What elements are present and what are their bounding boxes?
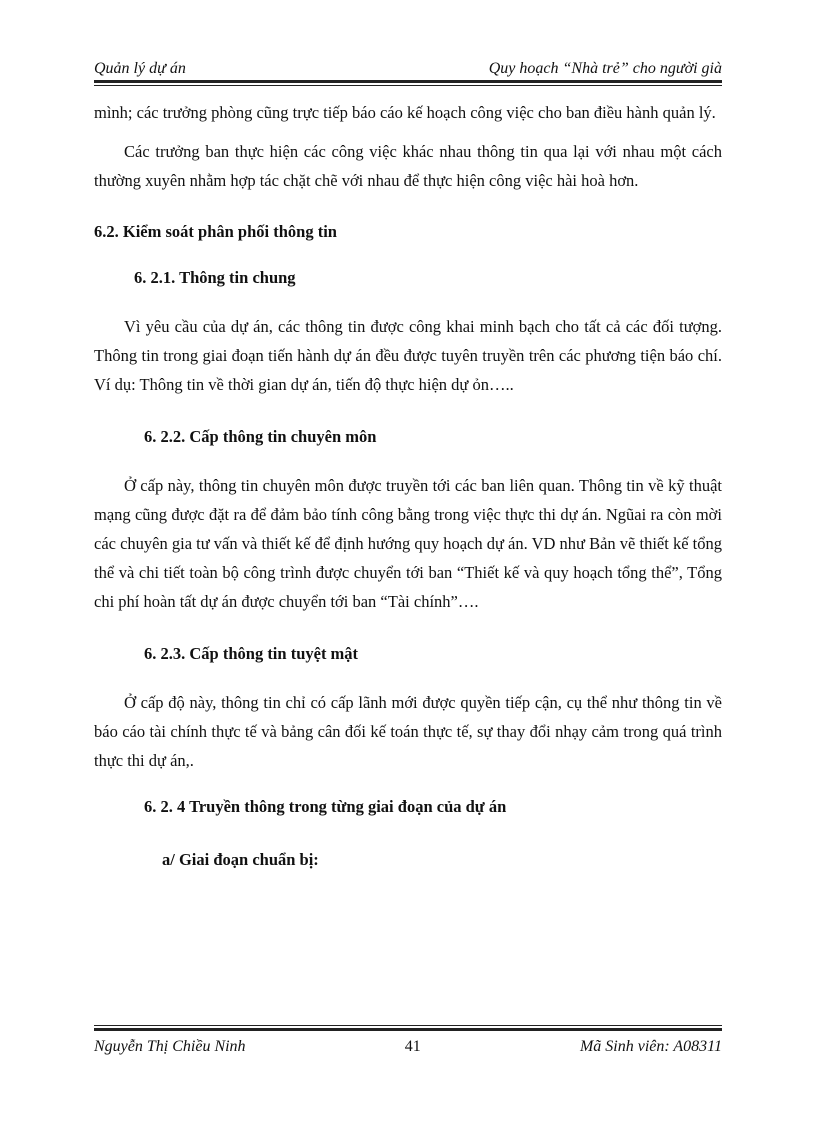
heading-6-2: 6.2. Kiểm soát phân phối thông tin: [94, 222, 337, 241]
header-left-title: Quản lý dự án: [94, 60, 186, 77]
paragraph-confidential-info: Ở cấp độ này, thông tin chỉ có cấp lãnh mới được quyền tiếp cận, cụ thể như thông tin về báo cáo tài chính thực tế và bảng cân đối kế toán thực tế, sự thay đổi nhạy cảm trong quá trình thực thi dự án,.: [94, 693, 722, 770]
header-rule-thin: [94, 85, 722, 86]
page-number: 41: [404, 1038, 421, 1055]
paragraph-coordination: Các trưởng ban thực hiện các công việc khác nhau thông tin qua lại với nhau một cách thường xuyên nhằm hợp tác chặt chẽ với nhau để thực hiện công việc hài hoà hơn.: [94, 142, 722, 190]
page-header: [94, 50, 722, 78]
heading-6-2-1: 6. 2.1. Thông tin chung: [134, 268, 296, 287]
paragraph-continuation: mình; các trưởng phòng cũng trực tiếp báo cáo kế hoạch công việc cho ban điều hành quản lý.: [94, 103, 716, 122]
heading-6-2-3: 6. 2.3. Cấp thông tin tuyệt mật: [144, 644, 359, 663]
heading-preparation-phase: a/ Giai đoạn chuẩn bị:: [162, 850, 319, 869]
footer-rule-thick: [94, 1028, 722, 1031]
page-body: [94, 98, 722, 874]
footer-student-id: Mã Sinh viên: A08311: [579, 1038, 722, 1055]
paragraph-professional-info: Ở cấp này, thông tin chuyên môn được truyền tới các ban liên quan. Thông tin về kỹ thuật mạng cũng được đặt ra để đảm bảo tính công bằng trong việc thực thi dự án. Ngũai ra còn mời các chuyên gia tư vấn và thiết kế để định hướng quy hoạch dự án. VD như Bản vẽ thiết kế tổng thể và chi tiết toàn bộ công trình được chuyển tới ban “Thiết kế và quy hoạch tổng thể”, Tổng chi phí hoàn tất dự án được chuyển tới ban “Tài chính”….: [94, 476, 722, 611]
header-rule-thick: [94, 80, 722, 83]
footer-rule-thin: [94, 1025, 722, 1026]
paragraph-general-info: Vì yêu cầu của dự án, các thông tin được công khai minh bạch cho tất cả các đối tượng. Thông tin trong giai đoạn tiến hành dự án đều được tuyên truyền trên các phương tiện báo chí. Ví dụ: Thông tin về thời gian dự án, tiến độ thực hiện dự ỏn…..: [94, 317, 722, 394]
header-right-title: Quy hoạch “Nhà trẻ” cho người già: [488, 60, 722, 77]
page-footer: [94, 1034, 722, 1060]
heading-6-2-2: 6. 2.2. Cấp thông tin chuyên môn: [144, 427, 377, 446]
footer-author: Nguyễn Thị Chiều Ninh: [94, 1038, 246, 1055]
heading-6-2-4: 6. 2. 4 Truyền thông trong từng giai đoạn của dự án: [144, 797, 507, 816]
